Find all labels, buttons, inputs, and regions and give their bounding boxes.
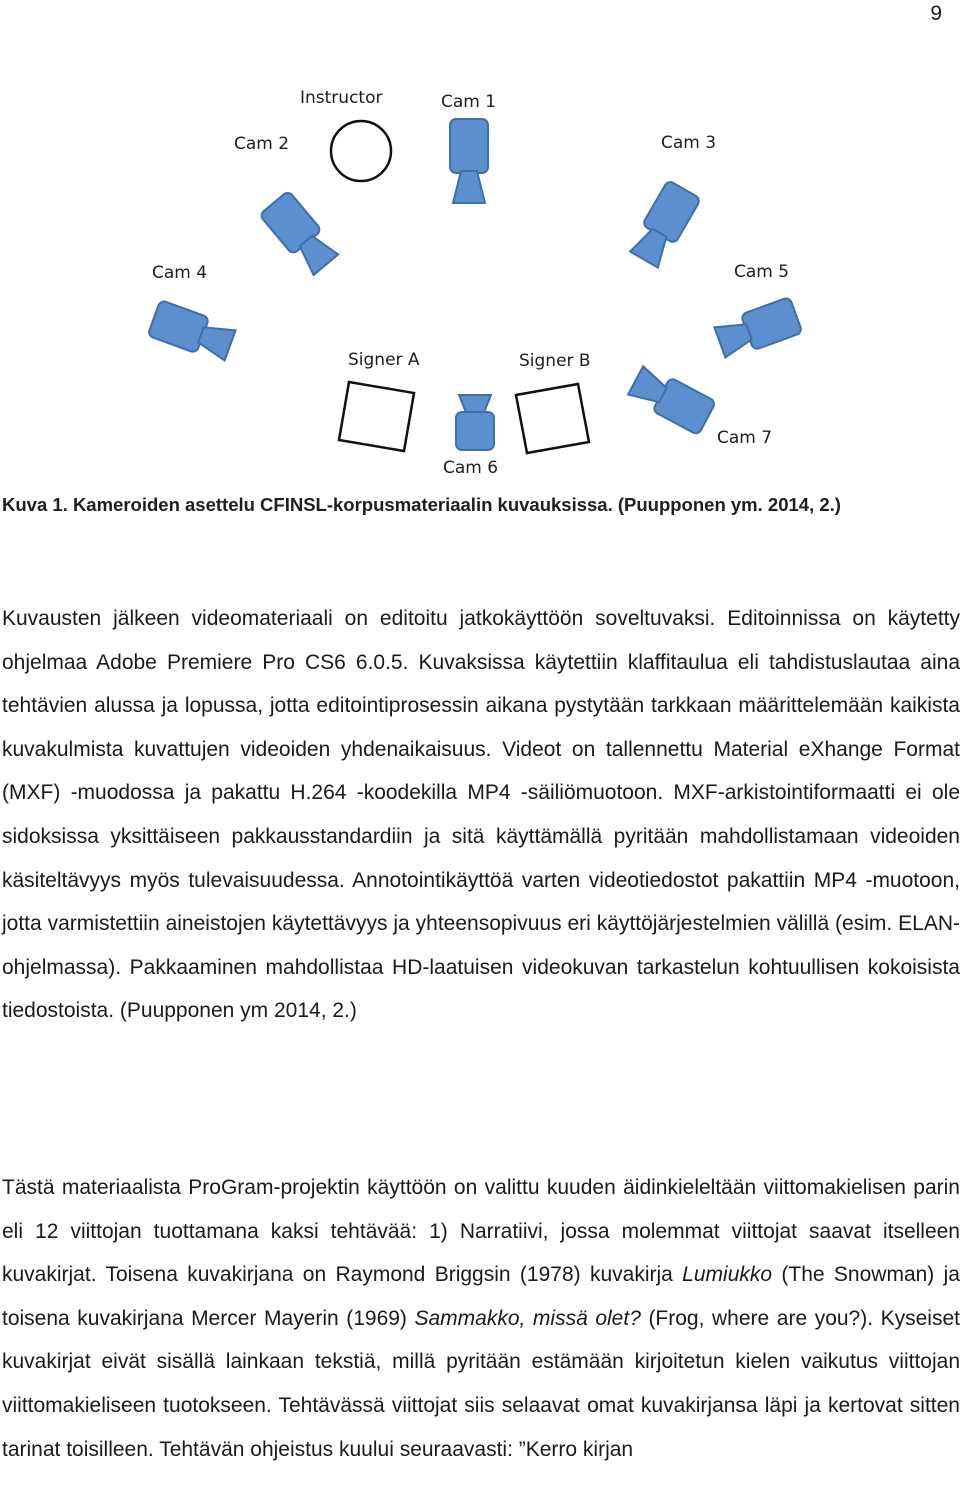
instructor-label: Instructor [300,88,383,108]
book-title-lumiukko: Lumiukko [682,1263,773,1287]
figure-caption: Kuva 1. Kameroiden asettelu CFINSL-korpusmateriaalin kuvauksissa. (Puupponen ym. 2014, 2.) [2,494,841,515]
cam4-icon [147,300,236,363]
cam6-icon [456,395,494,450]
paragraph-2 [2,1166,960,1471]
paragraph-2-part-3: (Frog, where are you?). Kyseiset kuvakirjat eivät sisällä lainkaan tekstiä, millä pyritään estämään kirjoitetun kielen vaikutus viittojan viittomakieliseen tuotokseen. Tehtävässä viittojat siis selaavat omat kuvakirjansa läpi ja kertovat sitten tarinat toisilleen. Tehtävän ohjeistus kuului seuraavasti: ”Kerro kirjan [2,1306,960,1461]
paragraph-1 [2,597,960,1033]
cam2-icon [259,191,340,277]
cam7-icon [627,364,716,436]
cam6-label: Cam 6 [443,458,499,478]
cam3-icon [628,180,701,269]
cam5-icon [713,297,802,360]
paragraph-2-part-2: (The Snowman) ja toisena kuvakirjana Mercer Mayerin (1969) [2,1263,960,1330]
camera-layout-figure [120,78,840,486]
instructor-circle [331,121,391,181]
book-title-sammakko: Sammakko, missä olet? [414,1306,641,1330]
cam4-label: Cam 4 [152,263,208,283]
cam5-label: Cam 5 [734,262,790,282]
signer-b-label: Signer B [519,351,591,371]
cam7-label: Cam 7 [717,428,773,448]
cam1-icon [450,119,488,203]
page-number: 9 [930,2,942,25]
camera-layout-diagram [120,78,840,486]
cam3-label: Cam 3 [661,133,717,153]
signer-b-box [516,384,589,453]
paragraph-2-text [2,1166,960,1471]
signer-a-box [339,382,414,451]
signer-a-label: Signer A [348,350,420,370]
paragraph-2-part-1: Tästä materiaalista ProGram-projektin käyttöön on valittu kuuden äidinkieleltään viittomakielisen parin eli 12 viittojan tuottamana kaksi tehtävää: 1) Narratiivi, jossa molemmat viittojat saavat itselleen kuvakirjat. Toisena kuvakirjana on Raymond Briggsin (1978) kuvakirja [2,1176,960,1287]
cam2-label: Cam 2 [234,134,290,154]
paragraph-1-text: Kuvausten jälkeen videomateriaali on editoitu jatkokäyttöön soveltuvaksi. Editoinnissa on käytetty ohjelmaa Adobe Premiere Pro CS6 6.0.5. Kuvaksissa käytettiin klaffitaulua eli tahdistuslautaa aina tehtävien alussa ja lopussa, jotta editointiprosessin aikana pystytään tarkkaan määrittelemään kaikista kuvakulmista kuvattujen videoiden yhdenaikaisuus. Videot on tallennettu Material eXhange Format (MXF) -muodossa ja pakattu H.264 -koodekilla MP4 -säiliömuotoon. MXF-arkistointiformaatti ei ole sidoksissa yksittäiseen pakkausstandardiin ja sitä käyttämällä pyritään mahdollistamaan videoiden käsiteltävyys myös tulevaisuudessa. Annotointikäyttöä varten videotiedostot pakattiin MP4 -muotoon, jotta varmistettiin aineistojen käytettävyys ja yhteensopivuus eri käyttöjärjestelmien välillä (esim. ELAN-ohjelmassa). Pakkaaminen mahdollistaa HD-laatuisen videokuvan tarkastelun kohtuullisen kokoisista tiedostoista. (Puupponen ym 2014, 2.) [2,607,960,1023]
cam1-label: Cam 1 [441,92,497,112]
